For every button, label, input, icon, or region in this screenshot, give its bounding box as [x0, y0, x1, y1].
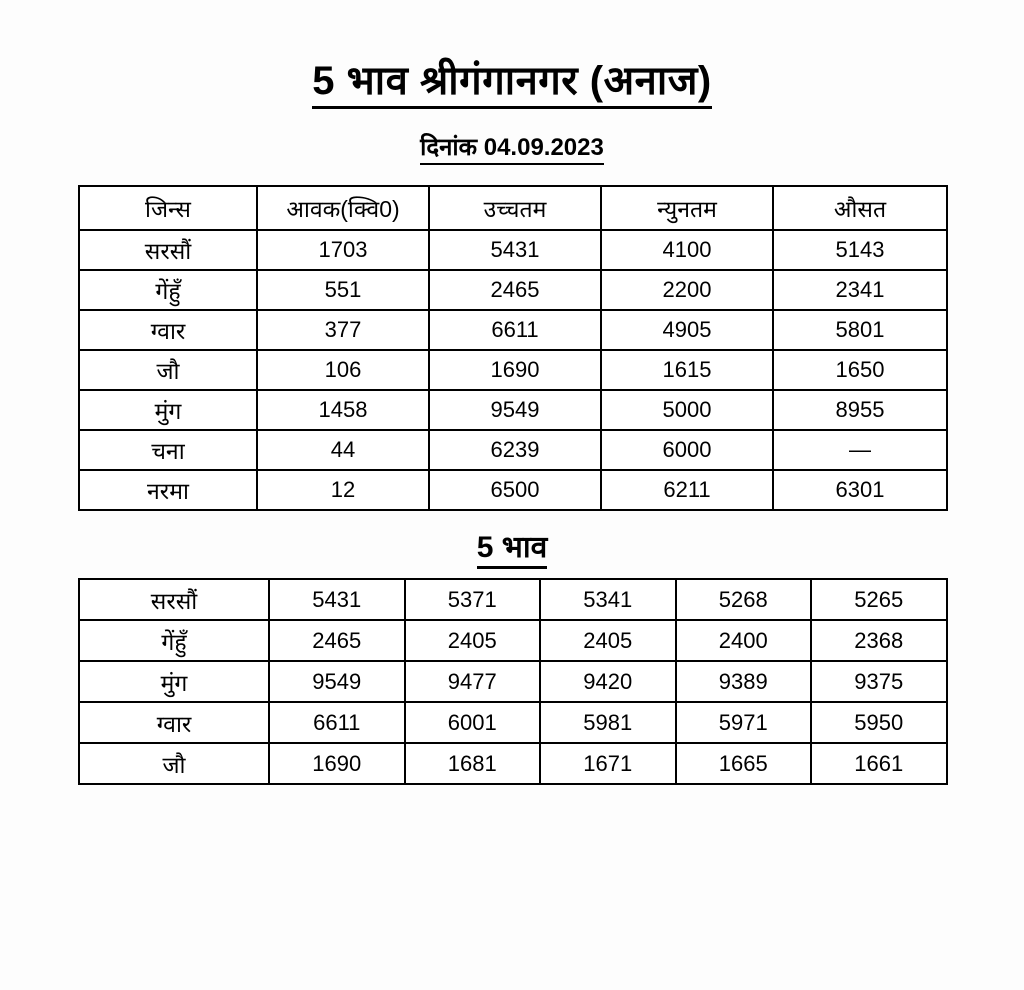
date-label: दिनांक: [420, 134, 477, 165]
cell-price-1: 2465: [269, 620, 405, 661]
cell-price-3: 5981: [540, 702, 676, 743]
table-row: [79, 430, 947, 470]
cell-price-2: 5371: [405, 579, 541, 620]
commodity-price-table: [78, 185, 948, 511]
cell-max: 6500: [429, 470, 601, 510]
cell-avg: 6301: [773, 470, 947, 510]
cell-price-4: 5971: [676, 702, 812, 743]
cell-avg: 8955: [773, 390, 947, 430]
cell-avg: 5801: [773, 310, 947, 350]
cell-price-4: 5268: [676, 579, 812, 620]
cell-price-1: 5431: [269, 579, 405, 620]
cell-min: 1615: [601, 350, 773, 390]
cell-price-2: 6001: [405, 702, 541, 743]
cell-price-5: 5950: [811, 702, 947, 743]
table-row: [79, 270, 947, 310]
table-row: [79, 350, 947, 390]
column-header-min: न्युनतम: [601, 186, 773, 230]
cell-commodity: सरसौं: [79, 230, 257, 270]
cell-price-3: 5341: [540, 579, 676, 620]
cell-price-4: 2400: [676, 620, 812, 661]
table-header-row: [79, 186, 947, 230]
cell-price-2: 1681: [405, 743, 541, 784]
cell-commodity: मुंग: [79, 390, 257, 430]
cell-commodity: जौ: [79, 743, 269, 784]
cell-price-2: 9477: [405, 661, 541, 702]
table-row: [79, 743, 947, 784]
cell-commodity: चना: [79, 430, 257, 470]
cell-price-1: 6611: [269, 702, 405, 743]
cell-commodity: गेंहुँ: [79, 270, 257, 310]
cell-commodity: सरसौं: [79, 579, 269, 620]
cell-price-5: 2368: [811, 620, 947, 661]
cell-max: 1690: [429, 350, 601, 390]
cell-price-3: 1671: [540, 743, 676, 784]
column-header-max: उच्चतम: [429, 186, 601, 230]
cell-arrival: 44: [257, 430, 429, 470]
cell-avg: —: [773, 430, 947, 470]
page-title: [0, 58, 1024, 104]
cell-price-4: 9389: [676, 661, 812, 702]
cell-arrival: 106: [257, 350, 429, 390]
cell-arrival: 12: [257, 470, 429, 510]
cell-avg: 1650: [773, 350, 947, 390]
table-row: [79, 230, 947, 270]
column-header-arrival: आवक(क्वि0): [257, 186, 429, 230]
cell-min: 2200: [601, 270, 773, 310]
table-row: [79, 579, 947, 620]
column-header-commodity: जिन्स: [79, 186, 257, 230]
cell-price-4: 1665: [676, 743, 812, 784]
table-row: [79, 702, 947, 743]
cell-arrival: 1458: [257, 390, 429, 430]
cell-min: 4100: [601, 230, 773, 270]
cell-price-5: 1661: [811, 743, 947, 784]
cell-avg: 5143: [773, 230, 947, 270]
cell-commodity: ग्वार: [79, 310, 257, 350]
cell-price-2: 2405: [405, 620, 541, 661]
second-table-wrap: [78, 578, 946, 785]
date-line: [0, 130, 1024, 163]
cell-max: 6239: [429, 430, 601, 470]
section-title: [0, 525, 1024, 566]
table-row: [79, 620, 947, 661]
cell-price-1: 1690: [269, 743, 405, 784]
cell-price-3: 2405: [540, 620, 676, 661]
table-row: [79, 310, 947, 350]
column-header-avg: औसत: [773, 186, 947, 230]
main-table-wrap: [78, 185, 946, 511]
cell-min: 6211: [601, 470, 773, 510]
cell-commodity: मुंग: [79, 661, 269, 702]
top-five-prices-table: [78, 578, 948, 785]
cell-price-5: 9375: [811, 661, 947, 702]
cell-arrival: 1703: [257, 230, 429, 270]
cell-commodity: जौ: [79, 350, 257, 390]
cell-max: 9549: [429, 390, 601, 430]
cell-min: 5000: [601, 390, 773, 430]
cell-price-1: 9549: [269, 661, 405, 702]
cell-min: 6000: [601, 430, 773, 470]
cell-price-5: 5265: [811, 579, 947, 620]
cell-min: 4905: [601, 310, 773, 350]
table-row: [79, 390, 947, 430]
cell-commodity: गेंहुँ: [79, 620, 269, 661]
date-line-text: [420, 134, 604, 165]
table-row: [79, 661, 947, 702]
section-title-text: 5 भाव: [477, 531, 548, 569]
cell-price-3: 9420: [540, 661, 676, 702]
cell-avg: 2341: [773, 270, 947, 310]
cell-arrival: 377: [257, 310, 429, 350]
cell-max: 6611: [429, 310, 601, 350]
cell-max: 5431: [429, 230, 601, 270]
cell-commodity: नरमा: [79, 470, 257, 510]
cell-commodity: ग्वार: [79, 702, 269, 743]
cell-max: 2465: [429, 270, 601, 310]
date-value: 04.09.2023: [484, 134, 604, 165]
page-title-text: 5 भाव श्रीगंगानगर (अनाज): [312, 59, 711, 109]
cell-arrival: 551: [257, 270, 429, 310]
table-row: [79, 470, 947, 510]
